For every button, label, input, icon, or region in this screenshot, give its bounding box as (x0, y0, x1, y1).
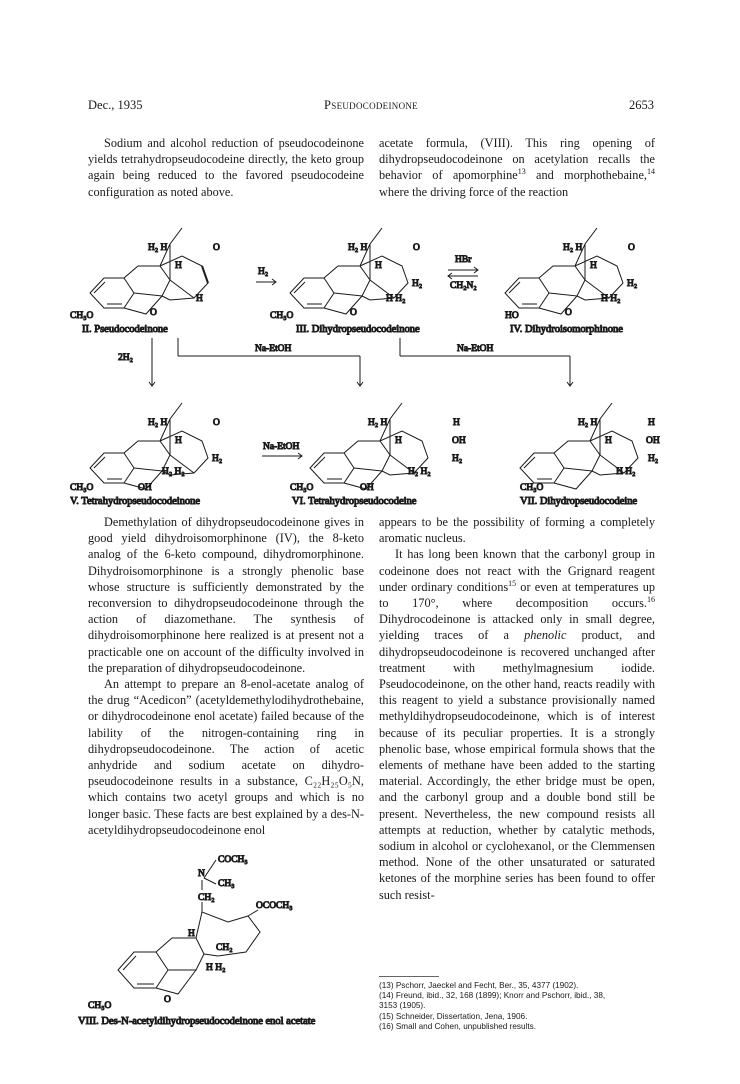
text-run: Dihydrocodeinone is attacked only in small degree, yielding traces of a (379, 612, 655, 643)
footnote: (16) Small and Cohen, unpublished results. (379, 1021, 537, 1031)
reagent-hbr: HBr (455, 255, 472, 265)
paragraph: An attempt to prepare an 8-enol-acetate analog of the drug “Acedicon” (acetyldemethylodihydrothebaine, or dihydrocodeinone enol acetate) failed because of the lability of the nitrogen-containing ring in dihydropseudocodeinone. The action of acetic anhydride and sodium acetate on dihydropseudocodeinone results in a substance, C₂₂H₂₅O₅N, which contains two acetyl groups and which is no longer basic. These facts are best explained by a des-N-acetyldihydropseudocodeinone enol (88, 677, 364, 837)
footnote-ref: 13 (517, 167, 526, 177)
ch3o-label: CH₃O (70, 483, 94, 493)
ch3o-label: CH₃O (290, 483, 314, 493)
h-label: H (175, 436, 182, 446)
caption-viii: VIII. Des-N-acetyldihydropseudocodeinone enol acetate (78, 1016, 316, 1027)
hh2-label: H H₂ (601, 294, 621, 304)
hh2-label: H H₂ (616, 467, 636, 477)
h-label: H (188, 929, 195, 939)
structure-ii (90, 228, 208, 314)
h-label: H (453, 418, 460, 428)
h-label: H (648, 418, 655, 428)
paragraph: Sodium and alcohol reduction of pseudocodeinone yields tetrahydropseudocodeine directly, the keto group again being reduced to the favored pseudocodeine configuration as noted above. (88, 136, 364, 199)
caption-iii: III. Dihydropseudocodeinone (296, 324, 420, 335)
paragraph (379, 546, 655, 902)
h-label: H (196, 294, 203, 304)
h2-label: H₂ (452, 454, 463, 464)
o-label: O (213, 418, 220, 428)
caption-vi: VI. Tetrahydropseudocodeine (292, 496, 417, 507)
running-header (88, 98, 654, 114)
ch3o-label: CH₃O (70, 311, 94, 321)
ch2-label: CH₂ (198, 893, 215, 903)
o-label: O (164, 995, 171, 1005)
text-run: It has long been known that the carbonyl group in codeinone does not react with the Grignard reagent under ordinary conditions (379, 547, 655, 594)
reagent-na-etoh: Na-EtOH (255, 344, 292, 354)
caption-v: V. Tetrahydropseudocodeinone (70, 496, 201, 507)
o-label: O (350, 308, 357, 318)
text-run: acetate formula, (VIII). This ring opening of dihydropseudocodeinone on acetylation recalls the behavior of apomorphine (379, 136, 655, 183)
structure-v (90, 403, 208, 489)
ch3-label: CH₃ (218, 879, 235, 889)
text-run: product, and dihydropseudocodeinone is recovered unchanged after treatment with methylmagnesium iodide. Pseudocodeinone, on the other hand, reacts readily with this reagent to yield a substance provisionally named methyldihydropseudocodeinone, which is of interest because of its peculiar properties. It is a strongly phenolic base, whose empirical formula shows that the elements of methane have been added to the starting material. Accordingly, the ether bridge must be open, and the carbonyl group and a double bond still be present. Nevertheless, the new compound resists all attempts at reduction, whether by catalytic methods, sodium in alcohol or cyclohexanol, or the Clemmensen method. None of the other unsaturated or saturated ketones of the morphine series has been found to offer such resist- (379, 628, 655, 902)
reagent-h2: H₂ (258, 267, 269, 277)
footnote: (14) Freund, ibid., 32, 168 (1899); Knorr and Pschorr, ibid., 38, (379, 991, 606, 1001)
oh-label: OH (138, 483, 152, 493)
ho-label: HO (505, 311, 519, 321)
footnote: (15) Schneider, Dissertation, Jena, 1906. (379, 1011, 528, 1021)
footnote-rule (379, 976, 439, 977)
structure-viii (78, 850, 368, 1040)
ch3o-label: CH₃O (88, 1001, 112, 1011)
footnote-ref: 16 (647, 594, 655, 604)
o-label: O (150, 308, 157, 318)
caption-vii: VII. Dihydropseudocodeine (520, 496, 638, 507)
h2h-label: H₂ H (148, 243, 168, 253)
paragraph (379, 135, 655, 200)
h-label: H (175, 261, 182, 271)
footnote: (13) Pschorr, Jaeckel and Fecht, Ber., 35, 4377 (1902). (379, 981, 579, 990)
header-page-number: 2653 (629, 98, 654, 112)
h2h2-label: H₂ H₂ (408, 467, 431, 477)
n-label: N (198, 869, 205, 879)
oh-label: OH (360, 483, 374, 493)
reaction-scheme (70, 208, 670, 508)
caption-ii: II. Pseudocodeinone (82, 324, 168, 335)
h-label: H (395, 436, 402, 446)
italic-word: phenolic (524, 628, 567, 643)
footnote: 3153 (1905). (379, 1001, 426, 1011)
caption-iv: IV. Dihydroisomorphinone (510, 324, 623, 335)
footnote-ref: 15 (508, 578, 517, 588)
h2h-label: H₂ H (368, 418, 388, 428)
footnote-ref: 14 (647, 167, 655, 177)
h2h-label: H₂ H (578, 418, 598, 428)
top-right-column (379, 135, 655, 200)
text-run: and morphothebaine, (525, 168, 647, 183)
oh-label: OH (452, 436, 466, 446)
paragraph: Demethylation of dihydropseudocodeinone gives in good yield dihydroisomorphinone (IV), the 8-keto analog of the 6-keto compound, dihydromorphinone. Dihydroisomorphinone is a strongly phenolic base whose structure is sufficiently demonstrated by the reconversion to dihydropseudocodeinone through the action of diazomethane. The synthesis of dihydroisomorphinone here realized is at present not a practicable one on account of the difficulty involved in the preparation of dihydropseudocodeinone. (88, 515, 364, 675)
o-label: O (213, 243, 220, 253)
h-label: H (590, 261, 597, 271)
reagent-ch2n2: CH₂N₂ (450, 281, 477, 291)
ococh3-label: OCOCH₃ (256, 901, 293, 911)
o-label: O (628, 243, 635, 253)
h2h2-label: H₂ H₂ (162, 467, 185, 477)
h-label: H (605, 436, 612, 446)
header-title: Pseudocodeinone (324, 98, 418, 112)
h2-label: H₂ (648, 454, 659, 464)
reagent-na-etoh: Na-EtOH (457, 344, 494, 354)
h2h-label: H₂ H (563, 243, 583, 253)
ch2-label: CH₂ (216, 943, 233, 953)
header-date: Dec., 1935 (88, 98, 143, 112)
text-run: or even at temperatures up to 170°, where decomposition occurs. (379, 579, 655, 611)
o-label: O (565, 308, 572, 318)
bottom-left-column (88, 514, 364, 838)
o-label: O (413, 243, 420, 253)
bottom-right-column (379, 514, 655, 903)
h2-label: H₂ (212, 454, 223, 464)
reagent-2h2: 2H₂ (118, 353, 133, 363)
h2h-label: H₂ H (348, 243, 368, 253)
text-run: where the driving force of the reaction (379, 184, 569, 199)
hh2-label: H H₂ (206, 963, 226, 973)
paragraph: appears to be the possibility of forming a completely aromatic nucleus. (379, 515, 655, 546)
hh2-label: H H₂ (386, 294, 406, 304)
footnotes (379, 976, 659, 1032)
h2h-label: H₂ H (148, 418, 168, 428)
coch3-label: COCH₃ (218, 855, 248, 865)
oh-label: OH (646, 436, 660, 446)
h2-label: H₂ (627, 279, 638, 289)
reagent-na-etoh: Na-EtOH (263, 442, 300, 452)
ch3o-label: CH₃O (520, 483, 544, 493)
top-left-column (88, 135, 364, 200)
h2-label: H₂ (412, 279, 423, 289)
h-label: H (375, 261, 382, 271)
ch3o-label: CH₃O (270, 311, 294, 321)
